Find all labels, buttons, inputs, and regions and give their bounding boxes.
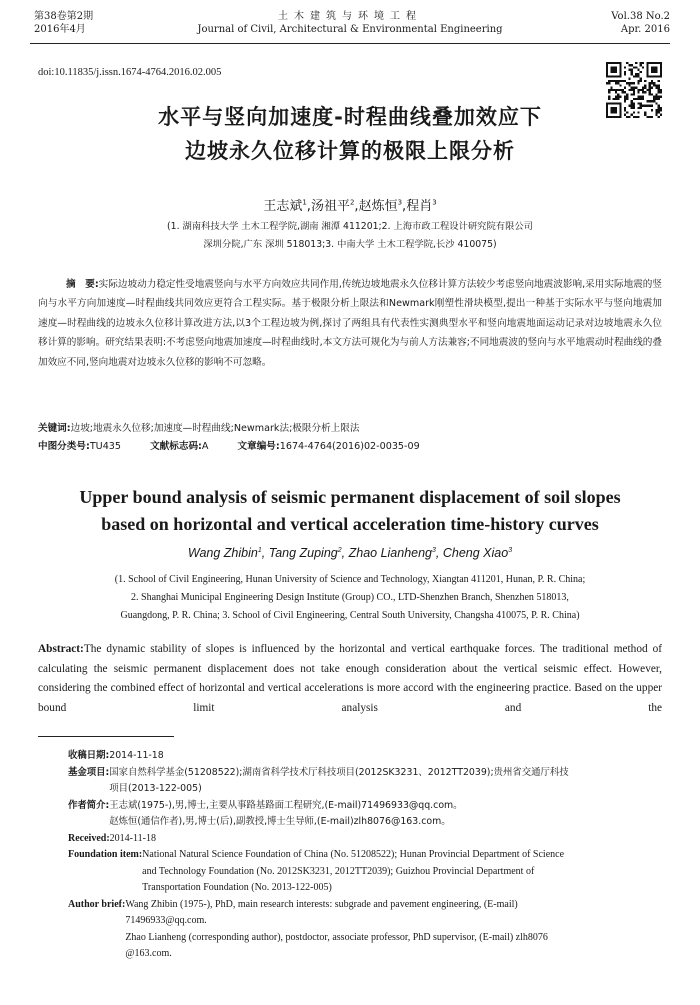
footnote-fund-cn bbox=[68, 765, 658, 798]
abstract-en bbox=[38, 640, 662, 718]
doc-code-label: 文献标志码: bbox=[150, 441, 202, 452]
footnote-label: Foundation item: bbox=[68, 849, 143, 860]
classification-line bbox=[38, 438, 662, 456]
article-no-value: 1674-4764(2016)02-0035-09 bbox=[279, 441, 420, 452]
abstract-en-text: The dynamic stability of slopes is influenced by the horizontal and vertical earthquake forces. The traditional method of calculating the seismic permanent displacement does not take enough consideration about the vertical seismic effect. However, considering the combined effect of horizontal and vertical accelerations is more accord with the engineering practice. Based on the upper bound limit analysis and the bbox=[38, 643, 662, 714]
author-sup: 3 bbox=[397, 198, 403, 207]
footnote-value: 2014-11-18 bbox=[109, 832, 156, 844]
abstract-cn-text: 实际边坡动力稳定性受地震竖向与水平方向效应共同作用,传统边坡地震永久位移计算方法较少考虑竖向地震波影响,采用实际地震的竖向与水平方向加速度—时程曲线共同效应更符合工程实际。基于极限分析上限法和Newmark刚塑性滑块模型,提出一种基于实际水平与竖向地震加速度—时程曲线的边坡永久位移计算改进方法,以3个工程边坡为例,探讨了两组具有代表性实测典型水平和竖向地震地面运动记录对边坡地震永久位移计算的影响。研究结果表明:不考虑竖向地震加速度—时程曲线时,本文方法可规化为与前人方法兼容;不同地震波的竖向与水平地震动时程曲线的叠加效应不同,竖向地震对边坡永久位移的影响不可忽略。 bbox=[38, 279, 662, 368]
author-sup: 2 bbox=[337, 546, 342, 554]
footnote-received-en bbox=[68, 831, 658, 848]
date-en: Apr. 2016 bbox=[620, 24, 670, 35]
header-rule bbox=[30, 43, 670, 44]
title-en-line1: Upper bound analysis of seismic permanent displacement of soil slopes bbox=[79, 487, 621, 507]
author-sup: 3 bbox=[432, 546, 436, 554]
footnote-label: Received: bbox=[68, 832, 110, 844]
journal-name-cn: 土木建筑与环境工程 bbox=[278, 11, 422, 22]
title-cn-line1: 水平与竖向加速度-时程曲线叠加效应下 bbox=[158, 105, 542, 129]
footnote-fund-en bbox=[68, 847, 658, 897]
author-sup: 1 bbox=[302, 198, 307, 207]
title-en bbox=[30, 484, 670, 538]
keywords-cn-text: 边坡;地震永久位移;加速度—时程曲线;Newmark法;极限分析上限法 bbox=[70, 423, 360, 434]
author-en: Cheng Xiao bbox=[442, 546, 509, 560]
journal-name-en: Journal of Civil, Architectural & Environmental Engineering bbox=[197, 24, 503, 35]
footnote-value: Zhao Lianheng (corresponding author), postdoctor, associate professor, PhD supervisor, (E-mail) zlh8076 bbox=[125, 931, 548, 943]
header-right bbox=[550, 10, 670, 36]
author-en: Wang Zhibin bbox=[187, 546, 258, 560]
date-cn: 2016年4月 bbox=[34, 24, 86, 35]
footnote-value: 王志斌(1975-),男,博士,主要从事路基路面工程研究,(E-mail)71496933@qq.com。 bbox=[109, 799, 463, 811]
affiliation-en-line: Guangdong, P. R. China; 3. School of Civil Engineering, Central South University, Changsha 410075, P. R. China) bbox=[120, 610, 580, 621]
affiliations-cn bbox=[80, 218, 620, 254]
footnote-value: @163.com. bbox=[125, 948, 172, 959]
keywords-cn bbox=[38, 420, 662, 438]
qr-code-icon bbox=[606, 62, 662, 118]
abstract-cn-label: 摘 要: bbox=[66, 279, 99, 290]
author-cn: 程肖 bbox=[406, 199, 433, 214]
volume-cn: 第38卷第2期 bbox=[34, 11, 94, 22]
abstract-en-label: Abstract: bbox=[38, 643, 84, 655]
footnote-rule bbox=[38, 736, 174, 737]
author-en: Zhao Lianheng bbox=[348, 546, 433, 560]
footnote-value: 71496933@qq.com. bbox=[125, 915, 207, 926]
doi[interactable]: doi:10.11835/j.issn.1674-4764.2016.02.005 bbox=[38, 67, 222, 78]
footnote-received-cn bbox=[68, 748, 658, 765]
footnote-value: National Natural Science Foundation of China (No. 51208522); Hunan Provincial Department of Science bbox=[142, 849, 565, 860]
affiliations-en bbox=[40, 571, 660, 625]
footnote-author-cn bbox=[68, 798, 658, 831]
qr-modules bbox=[606, 62, 662, 118]
footnotes bbox=[68, 748, 658, 963]
doc-code-value: A bbox=[201, 441, 209, 452]
affiliation-en-line: 2. Shanghai Municipal Engineering Design Institute (Group) CO., LTD-Shenzhen Branch, Shenzhen 518013, bbox=[131, 592, 569, 603]
footnote-value: Wang Zhibin (1975-), PhD, main research interests: subgrade and pavement engineering, (E-mail) bbox=[125, 898, 518, 910]
abstract-cn bbox=[38, 275, 662, 372]
author-cn: 赵炼恒 bbox=[358, 199, 398, 214]
affiliation-cn-line: 深圳分院,广东 深圳 518013;3. 中南大学 土木工程学院,长沙 410075) bbox=[203, 239, 497, 250]
affiliation-cn-line: (1. 湖南科技大学 土木工程学院,湖南 湘潭 411201;2. 上海市政工程设计研究院有限公司 bbox=[167, 221, 533, 232]
clc-label: 中图分类号: bbox=[38, 441, 90, 452]
footnote-value: 2014-11-18 bbox=[109, 750, 164, 761]
footnote-value: 赵炼恒(通信作者),男,博士(后),副教授,博士生导师,(E-mail)zlh8076@163.com。 bbox=[109, 816, 451, 827]
running-header bbox=[30, 10, 670, 44]
keywords-cn-label: 关键词: bbox=[38, 423, 71, 434]
author-en: Tang Zuping bbox=[268, 546, 338, 560]
title-cn-line2: 边坡永久位移计算的极限上限分析 bbox=[185, 139, 515, 163]
footnote-label: Author brief: bbox=[68, 898, 126, 910]
authors-cn: 王志斌$^1$,汤祖平$^2$,赵炼恒$^3$,程肖$^3$ bbox=[263, 198, 437, 214]
footnote-value: Transportation Foundation (No. 2013-122-005) bbox=[142, 882, 332, 893]
title-cn bbox=[90, 100, 610, 168]
article-no-label: 文章编号: bbox=[237, 441, 280, 452]
author-sup: 2 bbox=[349, 198, 355, 207]
authors-en: Wang Zhibin$^1$, Tang Zuping$^2$, Zhao Lianheng$^3$, Cheng Xiao$^3$ bbox=[187, 546, 513, 560]
author-cn: 汤祖平 bbox=[310, 199, 350, 214]
volume-en: Vol.38 No.2 bbox=[611, 11, 670, 22]
footnote-label: 基金项目: bbox=[68, 766, 110, 778]
footnote-author-en bbox=[68, 897, 658, 963]
clc-value: TU435 bbox=[89, 441, 122, 452]
footnote-value: 项目(2013-122-005) bbox=[109, 783, 202, 794]
title-en-line2: based on horizontal and vertical acceleration time-history curves bbox=[101, 514, 599, 534]
author-sup: 1 bbox=[257, 546, 262, 554]
footnote-label: 作者简介: bbox=[68, 799, 110, 811]
author-cn: 王志斌 bbox=[263, 199, 303, 214]
footnote-value: 国家自然科学基金(51208522);湖南省科学技术厅科技项目(2012SK3231、2012TT2039);贵州省交通厅科技 bbox=[109, 766, 569, 778]
author-sup: 3 bbox=[508, 546, 513, 554]
footnote-value: and Technology Foundation (No. 2012SK3231, 2012TT2039); Guizhou Provincial Department of bbox=[142, 865, 535, 877]
footnote-label: 收稿日期: bbox=[68, 750, 110, 761]
author-sup: 3 bbox=[432, 198, 437, 207]
affiliation-en-line: (1. School of Civil Engineering, Hunan University of Science and Technology, Xiangtan 411201, Hunan, P. R. China; bbox=[114, 574, 586, 585]
